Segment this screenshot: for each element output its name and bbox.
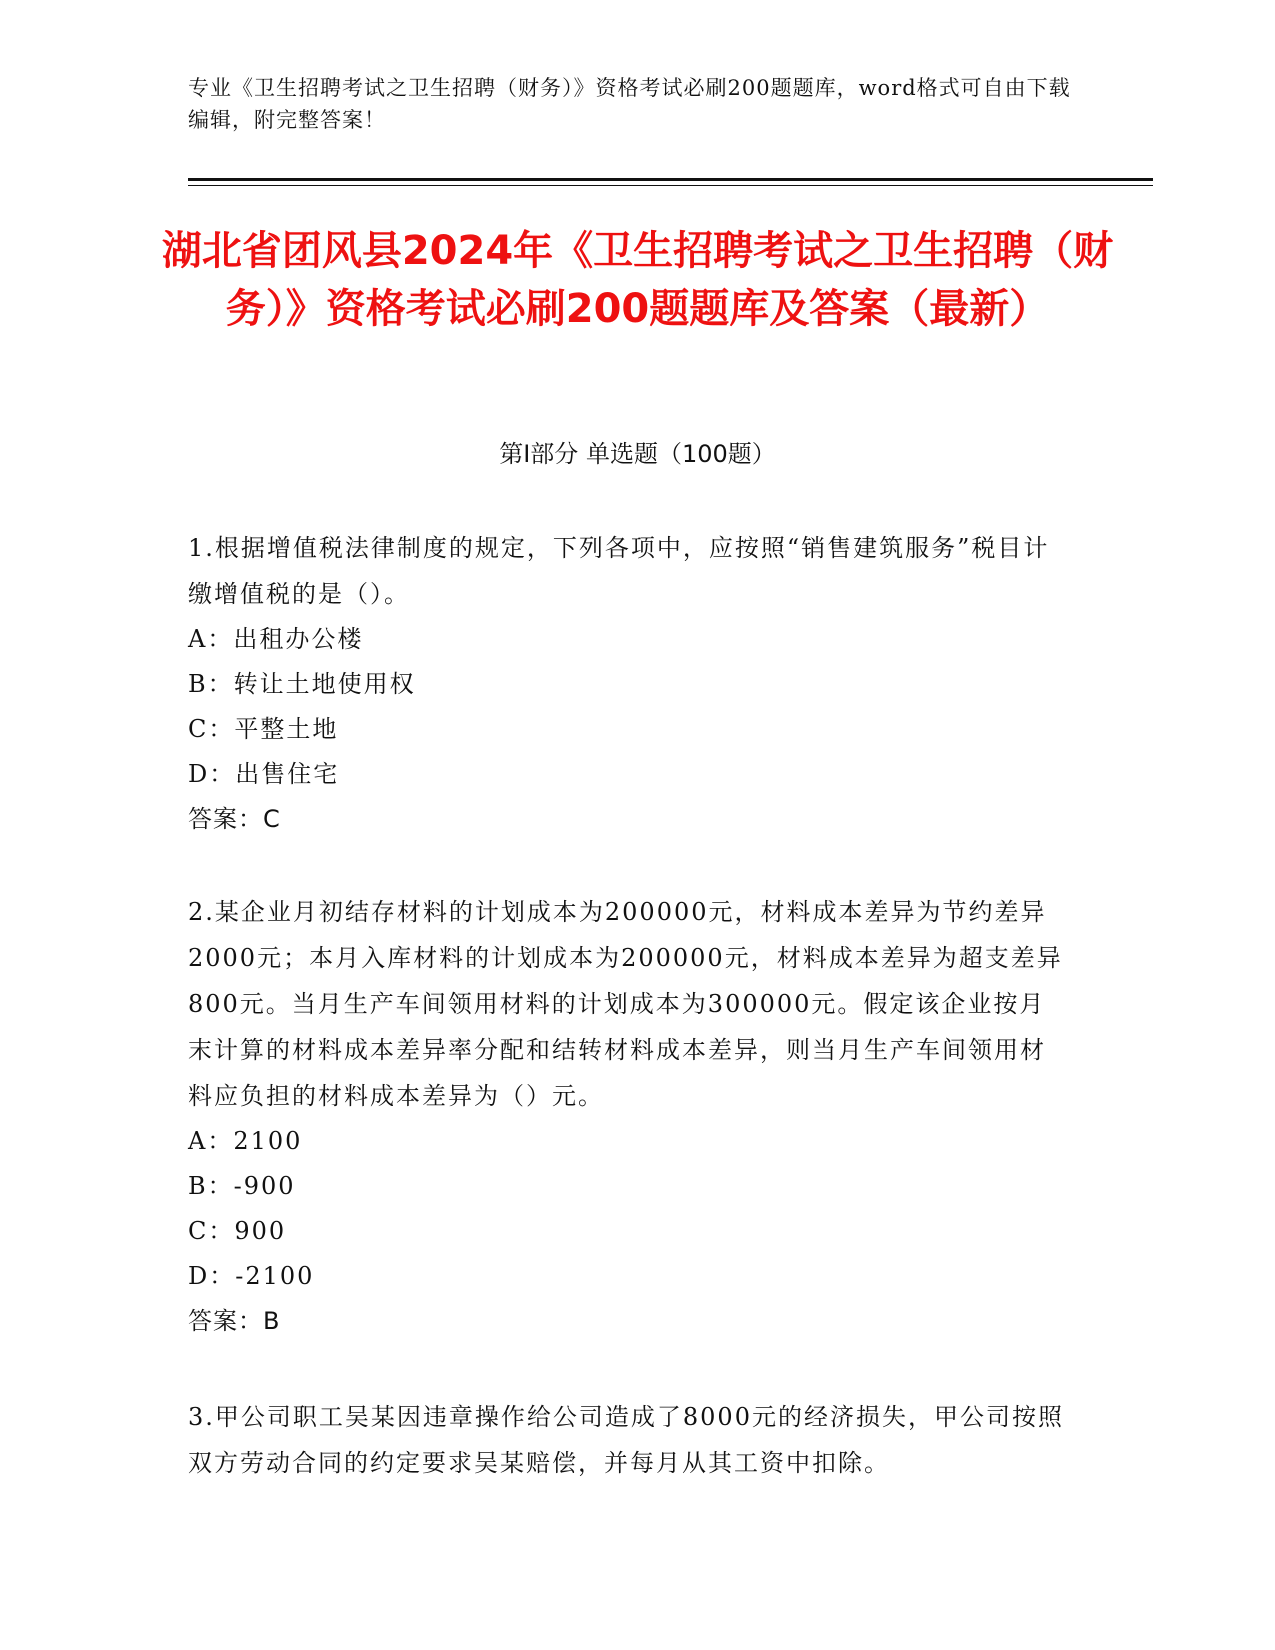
option-b: B：转让土地使用权 [188, 670, 416, 698]
question-stem: 2.某企业月初结存材料的计划成本为200000元，材料成本差异为节约差异2000元；本月入库材料的计划成本为200000元，材料成本差异为超支差异800元。当月生产车间领用材料的计划成本为300000元。假定该企业按月末计算的材料成本差异率分配和结转材料成本差异，则当月生产车间领用材料应负担的材料成本差异为（）元。 [188, 898, 1063, 1110]
header-divider-thick [188, 178, 1153, 181]
option-d: D：-2100 [188, 1262, 315, 1290]
header-note: 专业《卫生招聘考试之卫生招聘（财务）》资格考试必刷200题题库，word格式可自由下载编辑，附完整答案！ [188, 76, 1071, 132]
option-a: A：出租办公楼 [188, 625, 364, 653]
question-1 [188, 525, 1068, 842]
question-stem: 3.甲公司职工吴某因违章操作给公司造成了8000元的经济损失，甲公司按照双方劳动合同的约定要求吴某赔偿，并每月从其工资中扣除。 [188, 1403, 1064, 1477]
answer: 答案：C [188, 805, 281, 833]
option-c: C：900 [188, 1217, 287, 1245]
option-a: A：2100 [188, 1127, 303, 1155]
question-stem: 1.根据增值税法律制度的规定，下列各项中，应按照“销售建筑服务”税目计缴增值税的是（）。 [188, 534, 1050, 608]
question-3 [188, 1394, 1068, 1486]
option-b: B：-900 [188, 1172, 296, 1200]
option-c: C：平整土地 [188, 715, 339, 743]
header-divider-thin [188, 185, 1153, 186]
document-title: 湖北省团风县2024年《卫生招聘考试之卫生招聘（财务）》资格考试必刷200题题库及答案（最新） [161, 228, 1114, 332]
section-title: 第I部分 单选题（100题） [499, 440, 776, 468]
question-2 [188, 889, 1068, 1344]
answer: 答案：B [188, 1307, 281, 1335]
option-d: D：出售住宅 [188, 760, 340, 788]
